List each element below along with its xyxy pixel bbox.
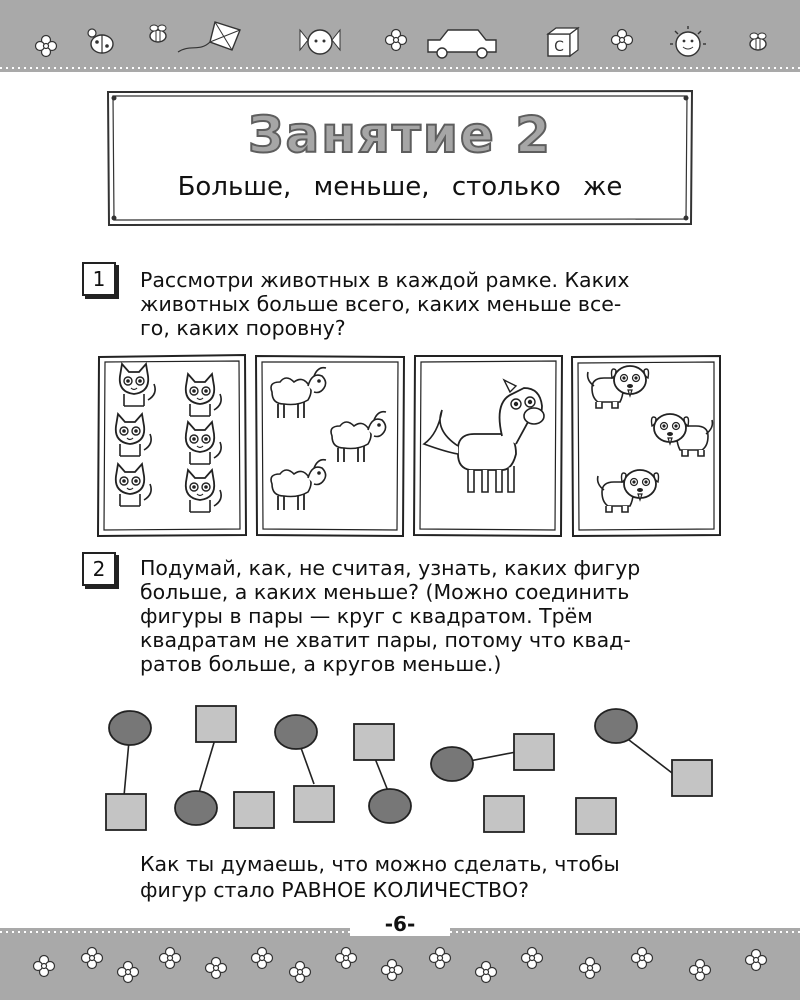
task-1-line: го, каких поровну? xyxy=(140,316,346,340)
task-2-question xyxy=(140,851,716,903)
task-2-line: Подумай, как, не считая, узнать, каких фигур xyxy=(140,556,641,580)
flower-icon xyxy=(336,948,357,969)
question-line: фигур стало РАВНОЕ КОЛИЧЕСТВО? xyxy=(140,878,530,902)
flower-icon xyxy=(34,956,55,977)
square-shape xyxy=(234,792,274,828)
pair-line xyxy=(198,736,216,796)
lesson-subtitle: Больше, меньше, столько же xyxy=(177,172,623,202)
flower-icon xyxy=(290,962,311,983)
flower-icon xyxy=(36,36,57,57)
frame-cats xyxy=(96,354,248,538)
flower-icon xyxy=(612,30,633,51)
flower-icon xyxy=(160,948,181,969)
square-shape xyxy=(106,794,146,830)
task-2-instructions xyxy=(140,556,718,676)
square-shape xyxy=(484,796,524,832)
flower-icon xyxy=(632,948,653,969)
header-decoration xyxy=(0,0,800,72)
car-icon xyxy=(428,30,496,58)
svg-text:C: C xyxy=(554,39,564,55)
square-shape xyxy=(354,724,394,760)
flower-icon xyxy=(476,962,497,983)
lesson-title: Занятие 2 xyxy=(247,106,553,164)
footer-decoration xyxy=(0,928,800,1000)
circle-shape xyxy=(109,711,151,745)
page-number: -6- xyxy=(350,912,450,936)
task-1-instructions xyxy=(140,268,718,340)
flower-icon xyxy=(746,950,767,971)
task-2-line: фигуры в пары — круг с квадратом. Трём xyxy=(140,604,593,628)
square-shape xyxy=(196,706,236,742)
flower-icon xyxy=(382,960,403,981)
task-2-line: ратов больше, а кругов меньше.) xyxy=(140,652,502,676)
frame-goats xyxy=(254,354,406,538)
task-2-line: больше, а каких меньше? (Можно соединить xyxy=(140,580,630,604)
task-1-line: животных больше всего, каких меньше все- xyxy=(140,292,622,316)
question-line: Как ты думаешь, что можно сделать, чтобы xyxy=(140,852,620,876)
lesson-title-frame xyxy=(104,88,696,228)
flower-icon xyxy=(690,960,711,981)
square-shape xyxy=(294,786,334,822)
circle-shape xyxy=(595,709,637,743)
flower-icon xyxy=(580,958,601,979)
flower-icon xyxy=(430,948,451,969)
doll-icon xyxy=(300,30,340,54)
task-2-line: квадратам не хватит пары, потому что квад- xyxy=(140,628,631,652)
flower-icon xyxy=(252,948,273,969)
footer-band xyxy=(0,928,800,1000)
flower-icon xyxy=(118,962,139,983)
square-shape xyxy=(672,760,712,796)
square-shape xyxy=(514,734,554,770)
circle-shape xyxy=(431,747,473,781)
circle-shape xyxy=(275,715,317,749)
task-number-2: 2 xyxy=(82,552,116,586)
flower-icon xyxy=(206,958,227,979)
sun-icon xyxy=(670,26,706,56)
square-shape xyxy=(576,798,616,834)
flower-icon xyxy=(522,948,543,969)
ladybug-icon xyxy=(88,29,113,53)
shapes-pairing-area xyxy=(96,700,736,840)
flower-icon xyxy=(386,30,407,51)
flower-icon xyxy=(82,948,103,969)
circle-shape xyxy=(369,789,411,823)
frame-dogs xyxy=(570,354,722,538)
task-number-1: 1 xyxy=(82,262,116,296)
circle-shape xyxy=(175,791,217,825)
task-1-line: Рассмотри животных в каждой рамке. Каких xyxy=(140,268,630,292)
bee-icon xyxy=(750,33,766,50)
header-band xyxy=(0,0,800,72)
block-icon xyxy=(548,28,578,56)
kite-icon xyxy=(178,22,240,52)
frame-horse xyxy=(412,354,564,538)
bee-icon xyxy=(150,25,166,42)
